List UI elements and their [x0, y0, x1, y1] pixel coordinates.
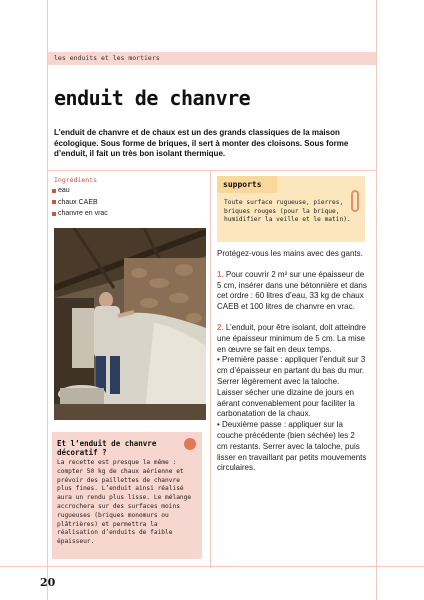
tip-body: La recette est presque la même : compter 50 kg de chaux aérienne et prévoir des paillettes de chanvre plus fines. L’enduit ainsi réalisé aura un rendu plus lisse. Le mélange accrochera sur des surfaces moins rugueuses (briques monomurs ou plâtrières) et permettra la réalisation d’enduits de faible épaisseur. — [57, 459, 192, 546]
bullet-square-icon — [52, 212, 56, 216]
gloves-note: Protégez-vous les mains avec des gants. — [217, 249, 363, 258]
supports-body: Toute surface rugueuse, pierres, briques rouges (pour la brique, humidifier la veille et le matin). — [224, 199, 351, 224]
second-pass: • Deuxième passe : appliquer sur la couche précédente (bien séchée) les 2 cm restants. Serrer avec la taloche, puis lisser en travaillant par petits mouvements circulaires. — [217, 420, 367, 473]
step-1: 1. Pour couvrir 2 m² sur une épaisseur de 5 cm, insérer dans une bétonnière et dans cet ordre : 60 litres d’eau, 33 kg de chaux CAEB et 100 litres de chanvre en vrac. — [217, 269, 367, 312]
decorative-tip-box — [52, 432, 202, 559]
bullet-square-icon — [52, 200, 56, 204]
instructions — [217, 249, 367, 474]
ingredients-label: Ingrédients — [54, 176, 98, 184]
supports-box — [217, 176, 365, 242]
page-title: enduit de chanvre — [54, 86, 251, 110]
ingredients-list — [52, 185, 108, 220]
ingredient-item: chaux CAEB — [52, 197, 108, 209]
ingredient-item: eau — [52, 185, 108, 197]
first-pass: • Première passe : appliquer l’enduit sur 3 cm d’épaisseur en partant du bas du mur. Serrer légèrement avec la taloche. Laisser sécher une dizaine de jours en aérant convenablement pour faciliter la carbonatation de la chaux. — [217, 355, 366, 419]
content-rule — [47, 170, 376, 171]
column-divider — [210, 170, 211, 568]
margin-line-right — [376, 0, 377, 600]
intro-paragraph: L’enduit de chanvre et de chaux est un des grands classiques de la maison écologique. Sous forme de briques, il sert à monter des cloisons. Sous forme d’enduit, il fait un très bon isolant thermique. — [54, 128, 349, 158]
bullet-square-icon — [52, 189, 56, 193]
step-2: 2. L’enduit, pour être isolant, doit atteindre une épaisseur minimum de 5 cm. La mise en œuvre se fait en deux temps. — [217, 322, 366, 354]
section-label: les enduits et les mortiers — [48, 52, 376, 65]
tip-title: Et l’enduit de chanvre décoratif ? — [57, 439, 157, 457]
ingredient-item: chanvre en vrac — [52, 208, 108, 220]
margin-line-left — [47, 0, 48, 600]
page-number: 20 — [40, 576, 56, 589]
footer-rule — [0, 566, 424, 567]
photo-wall-plastering — [54, 228, 206, 420]
sticker-dot-icon — [184, 438, 196, 450]
supports-title: supports — [217, 176, 277, 193]
